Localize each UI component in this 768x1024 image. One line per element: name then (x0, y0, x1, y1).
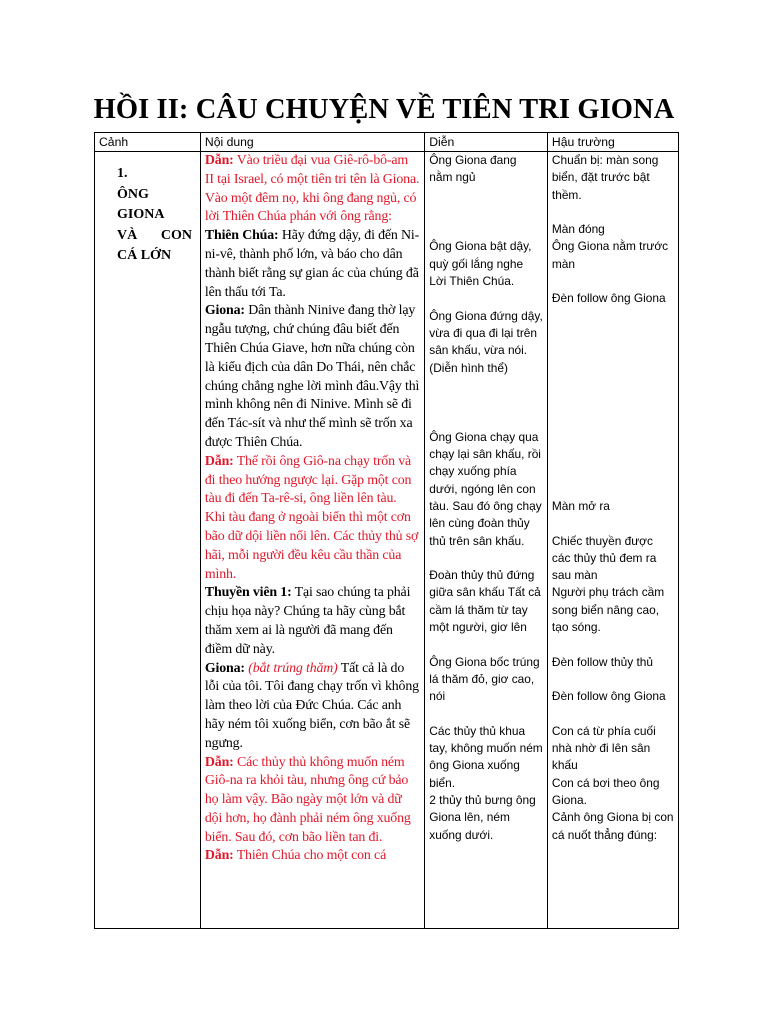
dialogue-line: Hãy đứng dậy, đi đến Ni-ni-vê, thành phố lớn, và báo cho dân thành biết rằng sự gian ác của chúng đã lên thấu tới Ta. (204, 228, 420, 300)
backstage-cell (547, 152, 678, 929)
dialogue-paragraph (205, 660, 420, 754)
backstage-note (552, 308, 674, 325)
acting-note (429, 411, 543, 428)
backstage-note: Chuẩn bị: màn song biển, đặt trước bật thềm. (551, 153, 659, 202)
table-header-row (95, 133, 679, 152)
backstage-note (552, 204, 674, 221)
dialogue-line: Thế rồi ông Giô-na chạy trốn và đi theo hướng ngược lại. Gặp một con tàu đi đến Ta-rê-si, ông liền lên tàu. Khi tàu đang ở ngoài biển thì một cơn bão dữ dội liền nổi lên. Các thủy thủ sợ hãi, mỗi người đều kêu cầu thần của mình. (204, 453, 419, 582)
dialogue-line: Dân thành Ninive đang thờ lạy ngẫu tượng, chứ chúng đâu biết đến Thiên Chúa Giave, hơn nữa chúng còn là kiểu địch của dân Do Thái, nên chắc chúng chẳng nghe lời mình đâu.Vậy thì mình không nên đi Ninive. Mình sẽ đi đến Tác-sít và như thế mình sẽ trốn xa được Thiên Chúa. (204, 303, 420, 450)
acting-cell (425, 152, 548, 929)
backstage-note (552, 671, 674, 688)
speaker-label: Thuyền viên 1: (204, 585, 292, 601)
backstage-note: Màn đóng (551, 222, 605, 237)
speaker-label: Thiên Chúa: (204, 228, 279, 244)
dialogue-paragraph (205, 847, 420, 866)
acting-note (429, 394, 543, 411)
dialogue-text (205, 152, 420, 866)
acting-note: Ông Giona đang nằm ngủ (429, 153, 517, 185)
backstage-notes (552, 152, 674, 844)
backstage-note: Đèn follow thủy thủ (551, 654, 654, 669)
dialogue-line: Tại sao chúng ta phải chịu họa này? Chúng ta hãy cùng bắt thăm xem ai là người đã mang đến điềm dữ này. (204, 585, 411, 657)
column-header-scene: Cảnh (95, 133, 201, 152)
acting-note (429, 706, 543, 723)
acting-note (429, 187, 543, 204)
backstage-note: Cảnh ông Giona bị con cá nuốt thẳng đúng: (551, 810, 674, 842)
backstage-note (552, 463, 674, 480)
acting-note: Đoàn thủy thủ đứng giữa sân khấu Tất cả cầm lá thăm từ tay một người, giơ lên (429, 568, 541, 635)
backstage-note (552, 706, 674, 723)
acting-note (429, 636, 543, 653)
dialogue-paragraph (205, 227, 420, 302)
backstage-note: Màn mở ra (551, 498, 610, 513)
acting-note (429, 204, 543, 221)
acting-note: Ông Giona chạy qua chạy lại sân khấu, rồi chạy xuống phía dưới, ngóng lên con tàu. Sau đó ông chạy lên cùng đoàn thủy thủ trên sân khấu. (429, 429, 542, 548)
backstage-note (552, 636, 674, 653)
scene-line: GIONA (117, 207, 165, 222)
stage-direction: (bắt trúng thăm) (244, 660, 338, 676)
acting-note: Các thủy thủ khua tay, không muốn ném ông Giona xuống biển. (429, 723, 543, 790)
acting-note: Ông Giona đứng dậy, vừa đi qua đi lại trên sân khấu, vừa nói. (Diễn hình thể) (429, 308, 543, 375)
backstage-note: Đèn follow ông Giona (551, 291, 666, 306)
column-header-backstage: Hậu trường (547, 133, 678, 152)
acting-note: Ông Giona bốc trúng lá thăm đỏ, giơ cao, nói (429, 654, 540, 704)
dialogue-line: Thiên Chúa cho một con cá (233, 848, 387, 864)
acting-note (429, 550, 543, 567)
backstage-note (552, 394, 674, 411)
content-cell (200, 152, 424, 929)
backstage-note (552, 325, 674, 342)
dialogue-paragraph (205, 302, 420, 452)
backstage-note: Người phụ trách cầm song biển nâng cao, tạo sóng. (551, 585, 665, 635)
acting-notes (429, 152, 543, 844)
backstage-note (552, 360, 674, 377)
dialogue-paragraph (205, 453, 420, 585)
dialogue-paragraph (205, 754, 420, 848)
backstage-note (552, 377, 674, 394)
page-title: HỒI II: CÂU CHUYỆN VỀ TIÊN TRI GIONA (93, 94, 675, 125)
acting-note: Ông Giona bật dậy, quỳ gối lắng nghe Lời Thiên Chúa. (429, 239, 532, 289)
table-row (95, 152, 679, 929)
acting-note (429, 377, 543, 394)
speaker-label: Dẫn: (204, 453, 234, 469)
backstage-note (552, 273, 674, 290)
scene-number: 1. (117, 166, 128, 181)
acting-note (429, 221, 543, 238)
scene-word: CON (160, 227, 192, 243)
dialogue-line: Vào triều đại vua Giê-rô-bô-am II tại Israel, có một tiên tri tên là Giona. Vào một đêm nọ, khi ông đang ngủ, có lời Thiên Chúa phán với ông rằng: (204, 153, 420, 225)
speaker-label: Giona: (204, 303, 245, 319)
script-table (94, 132, 679, 929)
backstage-note: Chiếc thuyền được các thủy thủ đem ra sau màn (551, 533, 657, 583)
scene-cell (95, 152, 201, 929)
speaker-label: Dẫn: (204, 153, 234, 168)
dialogue-line: Các thủy thủ không muốn ném Giô-na ra khỏi tàu, nhưng ông cứ bảo họ làm vậy. Bão ngày một lớn và dữ dội hơn, họ đành phải ném ông xuống biển. Sau đó, cơn bão liền tan đi. (204, 754, 411, 845)
backstage-note (552, 515, 674, 532)
scene-word: VÀ (117, 227, 138, 243)
backstage-note: Ông Giona nằm trước màn (551, 239, 669, 271)
backstage-note (552, 446, 674, 463)
speaker-label: Dẫn: (204, 848, 234, 864)
scene-title (99, 152, 196, 267)
speaker-label: Giona: (204, 660, 245, 676)
backstage-note (552, 481, 674, 498)
backstage-note (552, 411, 674, 428)
dialogue-line: Tất cả là do lỗi của tôi. Tôi đang chạy trốn vì không làm theo lời của Đức Chúa. Các anh hãy ném tôi xuống biển, cơn bão ắt sẽ ngưng. (204, 660, 419, 751)
column-header-content: Nội dung (200, 133, 424, 152)
backstage-note: Con cá bơi theo ông Giona. (551, 775, 660, 807)
scene-line: ÔNG (117, 186, 149, 202)
dialogue-paragraph (205, 584, 420, 659)
scene-line: CÁ LỚN (117, 248, 172, 263)
backstage-note: Con cá từ phía cuối nhà nhờ đi lên sân khấu (551, 723, 656, 773)
acting-note (429, 290, 543, 307)
backstage-note (552, 342, 674, 359)
scene-line (117, 226, 192, 247)
dialogue-paragraph (205, 152, 420, 227)
backstage-note: Đèn follow ông Giona (551, 689, 666, 704)
backstage-note (552, 429, 674, 446)
acting-note: 2 thủy thủ bưng ông Giona lên, ném xuống dưới. (429, 792, 536, 842)
speaker-label: Dẫn: (204, 754, 234, 770)
column-header-acting: Diễn (425, 133, 548, 152)
